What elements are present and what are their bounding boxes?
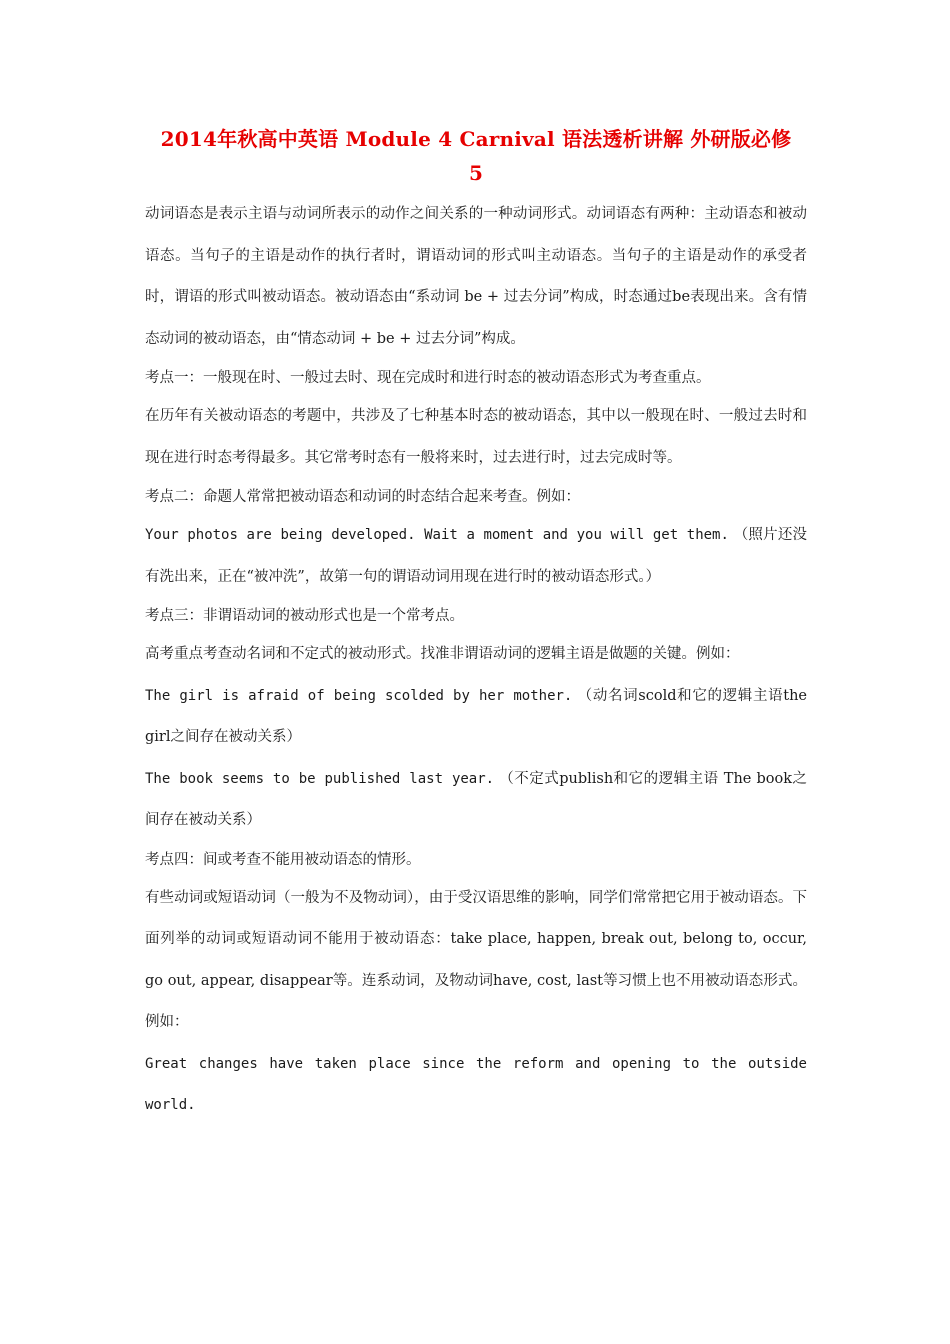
point4-example-english: Great changes have taken place since the reform and opening to the outside world. bbox=[145, 1055, 807, 1113]
document-title bbox=[145, 122, 807, 190]
point3-example-1 bbox=[145, 676, 807, 759]
document-page bbox=[145, 122, 807, 1127]
point3-body: 高考重点考查动名词和不定式的被动形式。找准非谓语动词的逻辑主语是做题的关键。例如： bbox=[145, 646, 740, 662]
point3-heading: 考点三：非谓语动词的被动形式也是一个常考点。 bbox=[145, 608, 464, 624]
point3-example-1-note: （动名词scold和它的逻辑主语the girl之间存在被动关系） bbox=[145, 687, 808, 745]
point3-example-2-english: The book seems to be published last year. bbox=[145, 770, 495, 787]
title-line-1: 2014年秋高中英语 Module 4 Carnival 语法透析讲解 外研版必修 bbox=[160, 127, 792, 151]
point3-example-2 bbox=[145, 759, 807, 842]
point2-heading: 考点二：命题人常常把被动语态和动词的时态结合起来考查。例如： bbox=[145, 489, 580, 505]
point3-example-1-english: The girl is afraid of being scolded by her mother. bbox=[145, 687, 573, 704]
point4-heading: 考点四：间或考查不能用被动语态的情形。 bbox=[145, 851, 421, 868]
intro-paragraph: 动词语态是表示主语与动词所表示的动作之间关系的一种动词形式。动词语态有两种：主动语态和被动语态。当句子的主语是动作的执行者时，谓语动词的形式叫主动语态。当句子的主语是动作的承受者时，谓语的形式叫被动语态。被动语态由“系动词 be + 过去分词”构成，时态通过be表现出来。含有情态动词的被动语态，由“情态动词 + be + 过去分词”构成。 bbox=[145, 206, 807, 347]
title-line-2: 5 bbox=[468, 161, 484, 185]
point2-example bbox=[145, 515, 807, 598]
point1-body: 在历年有关被动语态的考题中，共涉及了七种基本时态的被动语态，其中以一般现在时、一般过去时和现在进行时态考得最多。其它常考时态有一般将来时，过去进行时，过去完成时等。 bbox=[145, 408, 807, 466]
point2-example-note: （照片还没有洗出来，正在“被冲洗”，故第一句的谓语动词用现在进行时的被动语态形式。） bbox=[145, 527, 808, 585]
point1-heading: 考点一：一般现在时、一般过去时、现在完成时和进行时态的被动语态形式为考查重点。 bbox=[145, 370, 711, 386]
point3-example-2-note: （不定式publish和它的逻辑主语 The book之间存在被动关系） bbox=[145, 770, 808, 828]
point2-example-english: Your photos are being developed. Wait a moment and you will get them. bbox=[145, 527, 729, 543]
point4-body: 有些动词或短语动词（一般为不及物动词），由于受汉语思维的影响，同学们常常把它用于被动语态。下面列举的动词或短语动词不能用于被动语态：take place, happen, break out, belong to, occur, go out, appear, disappear等。连系动词，及物动词have, cost, last等习惯上也不用被动语态形式。例如： bbox=[145, 889, 807, 1030]
